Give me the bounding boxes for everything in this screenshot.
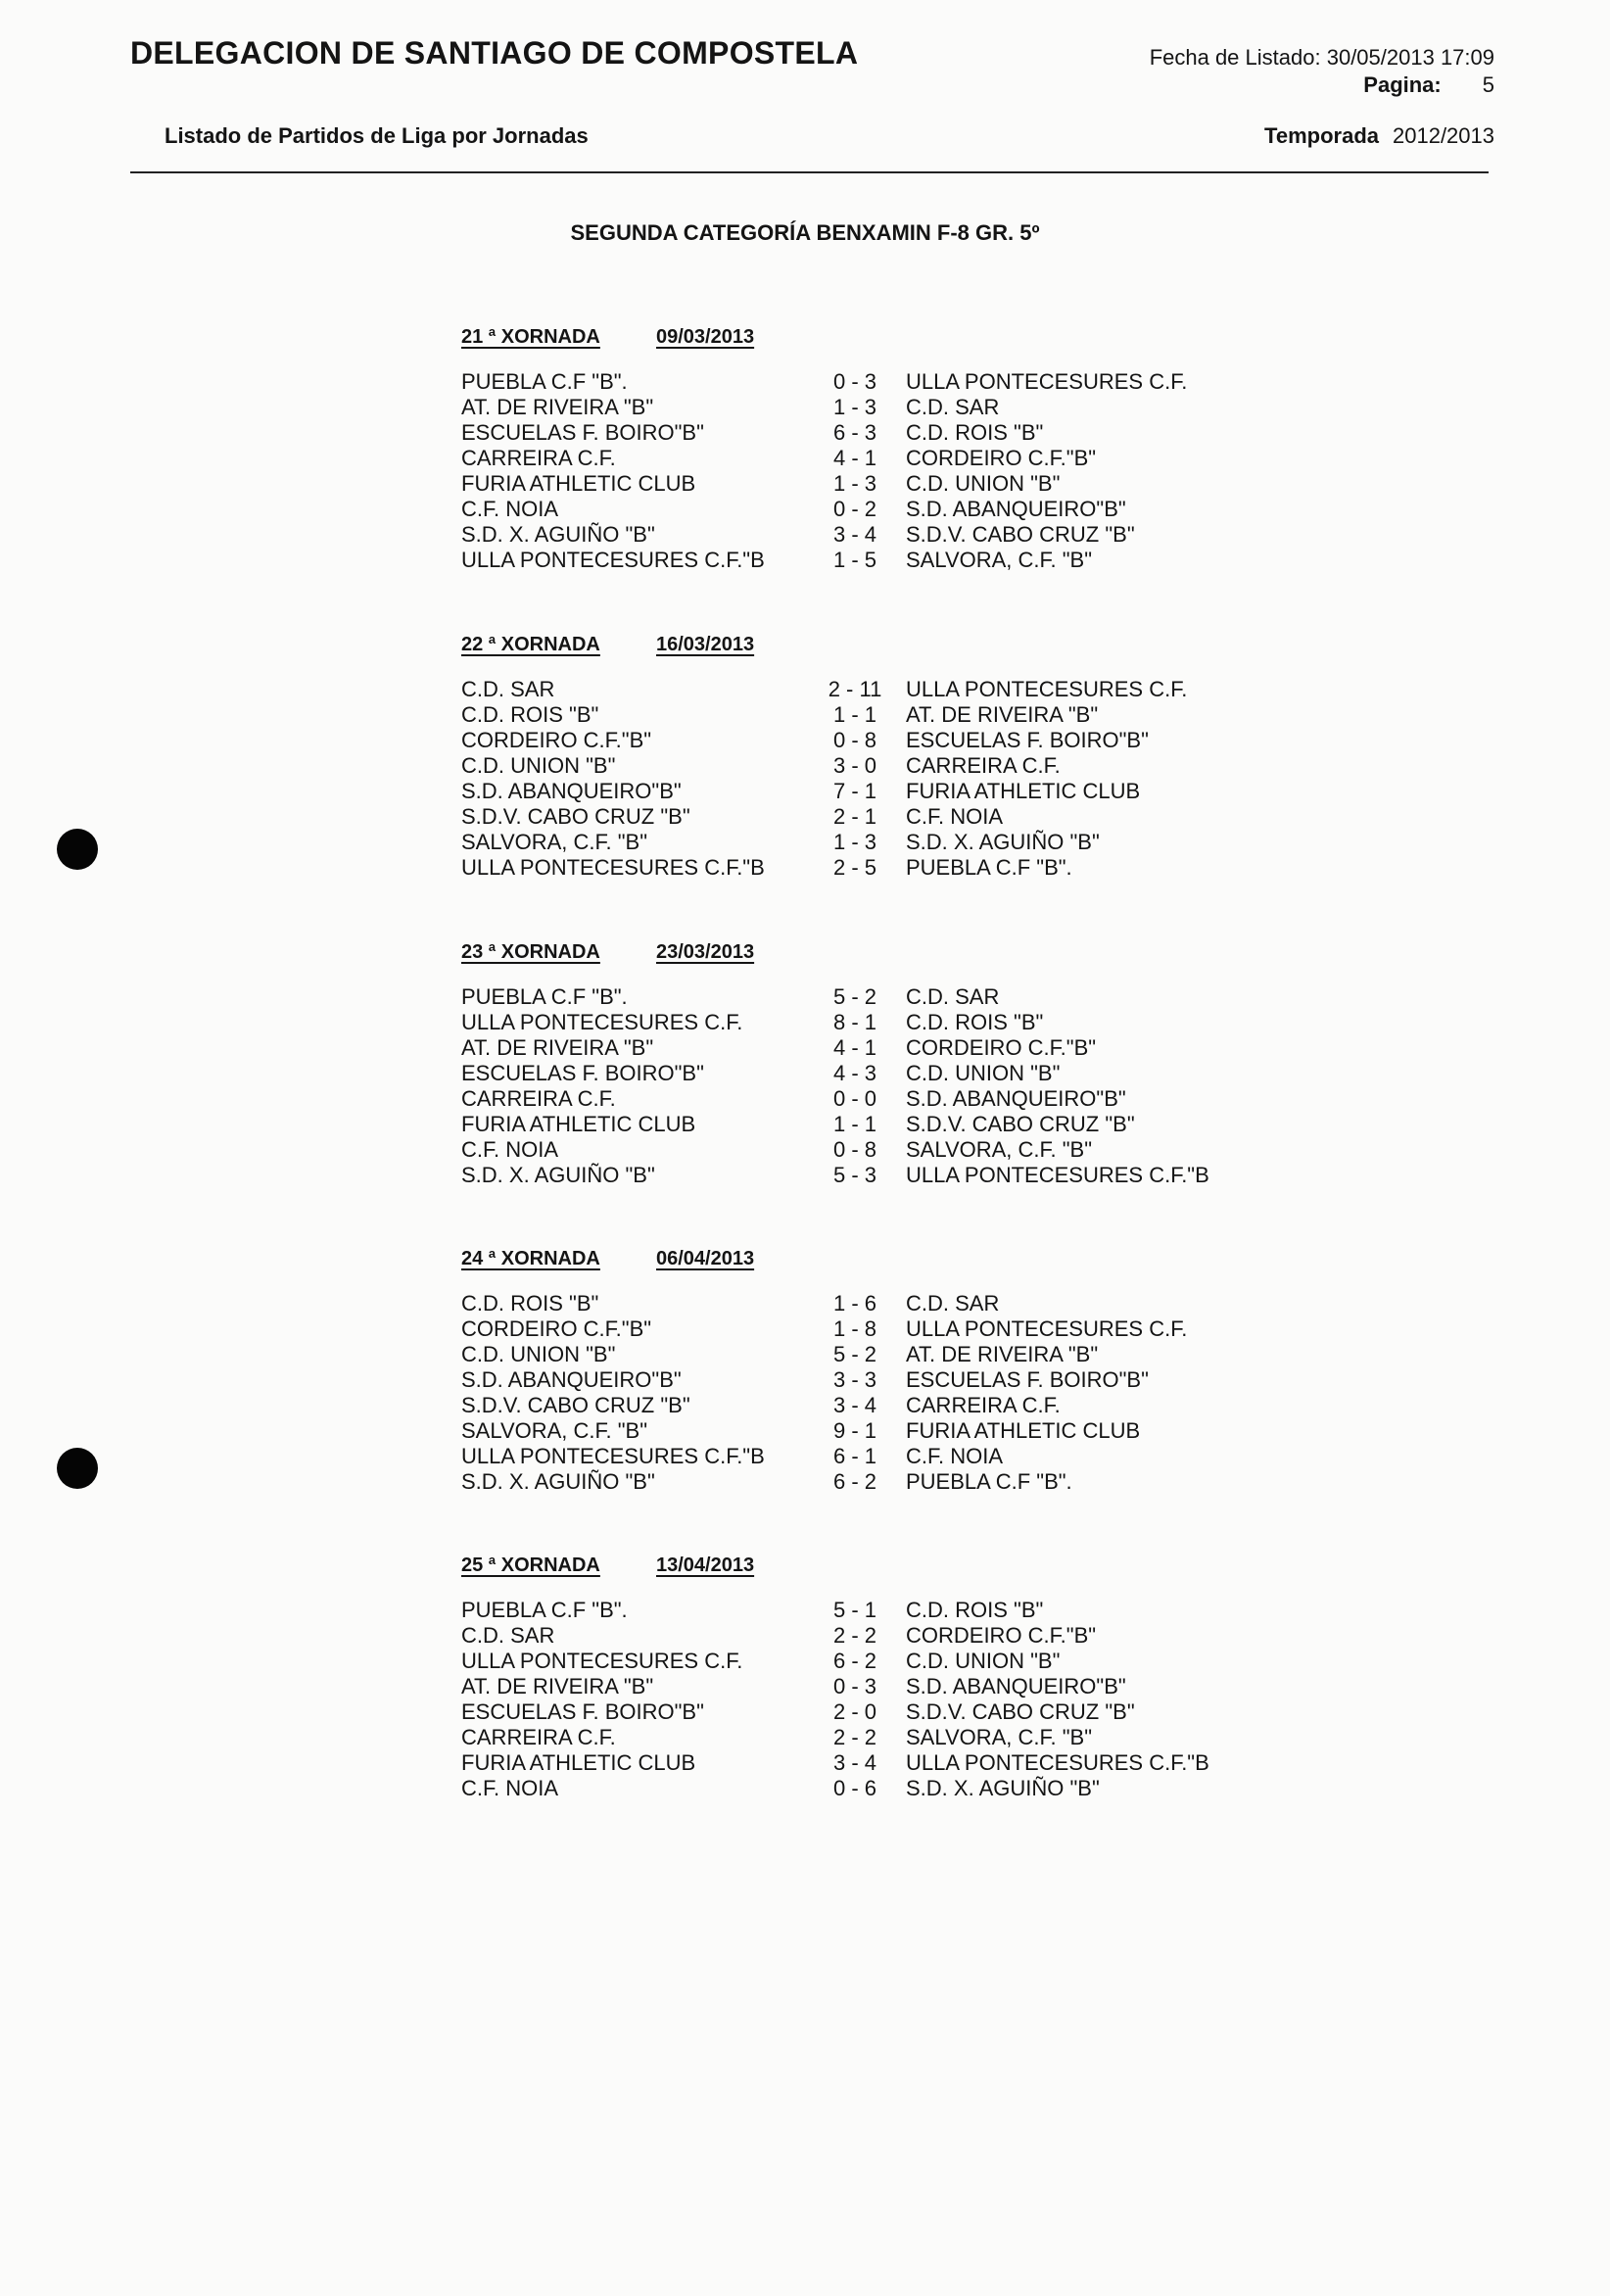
match-row: [459, 1674, 1262, 1699]
home-team: S.D. ABANQUEIRO"B": [461, 779, 682, 803]
away-team: ESCUELAS F. BOIRO"B": [906, 728, 1149, 752]
away-team: C.D. UNION "B": [906, 1061, 1061, 1085]
home-team: C.D. ROIS "B": [461, 1291, 599, 1315]
home-team: ESCUELAS F. BOIRO"B": [461, 1061, 704, 1085]
match-row: [459, 497, 1262, 522]
away-team: AT. DE RIVEIRA "B": [906, 1342, 1099, 1366]
match-score: 2 - 5: [832, 855, 877, 880]
match-score: 6 - 1: [832, 1444, 877, 1468]
match-score: 7 - 1: [832, 779, 877, 803]
away-team: ULLA PONTECESURES C.F.: [906, 369, 1188, 394]
listing-date: [1150, 45, 1494, 71]
match-score: 0 - 8: [832, 728, 877, 752]
match-score: 3 - 4: [832, 522, 877, 547]
away-team: ULLA PONTECESURES C.F.: [906, 1316, 1188, 1341]
listing-title: Listado de Partidos de Liga por Jornadas: [165, 123, 589, 148]
away-team: C.D. ROIS "B": [906, 1598, 1044, 1622]
away-team: S.D. X. AGUIÑO "B": [906, 1776, 1100, 1800]
round-date: 06/04/2013: [656, 1248, 755, 1269]
away-team: S.D.V. CABO CRUZ "B": [906, 522, 1135, 547]
away-team: SALVORA, C.F. "B": [906, 1725, 1093, 1749]
listing-date-label: Fecha de Listado:: [1149, 45, 1321, 70]
home-team: ULLA PONTECESURES C.F.: [461, 1649, 743, 1673]
match-row: [459, 1598, 1262, 1623]
match-score: 1 - 5: [832, 548, 877, 572]
match-score: 5 - 1: [832, 1598, 877, 1622]
away-team: CARREIRA C.F.: [906, 753, 1061, 778]
home-team: CARREIRA C.F.: [461, 1086, 616, 1111]
match-score: 0 - 6: [832, 1776, 877, 1800]
match-row: [459, 1393, 1262, 1418]
round-date: 23/03/2013: [656, 941, 755, 963]
match-row: [459, 753, 1262, 779]
home-team: CARREIRA C.F.: [461, 446, 616, 470]
away-team: CORDEIRO C.F."B": [906, 1035, 1097, 1060]
match-row: [459, 804, 1262, 830]
match-score: 1 - 3: [832, 471, 877, 496]
away-team: C.D. UNION "B": [906, 1649, 1061, 1673]
match-row: [459, 1035, 1262, 1061]
match-score: 8 - 1: [832, 1010, 877, 1034]
away-team: C.D. SAR: [906, 1291, 1000, 1315]
home-team: ESCUELAS F. BOIRO"B": [461, 420, 704, 445]
match-score: 5 - 2: [832, 984, 877, 1009]
match-row: [459, 395, 1262, 420]
home-team: S.D.V. CABO CRUZ "B": [461, 1393, 690, 1417]
match-row: [459, 1649, 1262, 1674]
home-team: C.D. UNION "B": [461, 753, 616, 778]
away-team: S.D. ABANQUEIRO"B": [906, 1674, 1126, 1698]
round-name: 25 ª XORNADA: [461, 1555, 600, 1576]
season: [1264, 123, 1494, 149]
match-score: 0 - 0: [832, 1086, 877, 1111]
match-row: [459, 1444, 1262, 1469]
match-list: [459, 1598, 1262, 1801]
home-team: SALVORA, C.F. "B": [461, 1418, 648, 1443]
away-team: CARREIRA C.F.: [906, 1393, 1061, 1417]
match-score: 0 - 8: [832, 1137, 877, 1162]
match-score: 6 - 2: [832, 1649, 877, 1673]
match-score: 2 - 1: [832, 804, 877, 829]
match-row: [459, 779, 1262, 804]
match-row: [459, 1061, 1262, 1086]
home-team: FURIA ATHLETIC CLUB: [461, 471, 696, 496]
home-team: PUEBLA C.F "B".: [461, 369, 628, 394]
season-label: Temporada: [1264, 123, 1379, 148]
round-name: 23 ª XORNADA: [461, 941, 600, 963]
match-score: 6 - 3: [832, 420, 877, 445]
match-row: [459, 830, 1262, 855]
match-score: 3 - 4: [832, 1750, 877, 1775]
match-row: [459, 1316, 1262, 1342]
home-team: C.D. SAR: [461, 677, 555, 701]
home-team: ESCUELAS F. BOIRO"B": [461, 1699, 704, 1724]
punch-hole: [57, 1448, 98, 1489]
match-row: [459, 369, 1262, 395]
away-team: SALVORA, C.F. "B": [906, 1137, 1093, 1162]
match-row: [459, 1342, 1262, 1367]
away-team: ULLA PONTECESURES C.F."B: [906, 1750, 1209, 1775]
home-team: S.D.V. CABO CRUZ "B": [461, 804, 690, 829]
header-divider: [130, 171, 1489, 173]
round-block: [459, 316, 1262, 573]
away-team: S.D.V. CABO CRUZ "B": [906, 1112, 1135, 1136]
match-row: [459, 702, 1262, 728]
away-team: CORDEIRO C.F."B": [906, 446, 1097, 470]
match-score: 0 - 2: [832, 497, 877, 521]
match-score: 5 - 3: [832, 1163, 877, 1187]
round-block: [459, 1545, 1262, 1801]
round-date: 16/03/2013: [656, 634, 755, 655]
home-team: C.F. NOIA: [461, 497, 559, 521]
away-team: SALVORA, C.F. "B": [906, 548, 1093, 572]
match-row: [459, 1776, 1262, 1801]
away-team: S.D. X. AGUIÑO "B": [906, 830, 1100, 854]
home-team: CORDEIRO C.F."B": [461, 728, 652, 752]
home-team: SALVORA, C.F. "B": [461, 830, 648, 854]
match-row: [459, 1163, 1262, 1188]
home-team: C.F. NOIA: [461, 1776, 559, 1800]
home-team: CARREIRA C.F.: [461, 1725, 616, 1749]
away-team: ESCUELAS F. BOIRO"B": [906, 1367, 1149, 1392]
match-score: 3 - 0: [832, 753, 877, 778]
away-team: C.F. NOIA: [906, 804, 1004, 829]
home-team: CORDEIRO C.F."B": [461, 1316, 652, 1341]
away-team: AT. DE RIVEIRA "B": [906, 702, 1099, 727]
match-row: [459, 1469, 1262, 1495]
home-team: C.D. SAR: [461, 1623, 555, 1648]
away-team: C.D. ROIS "B": [906, 420, 1044, 445]
away-team: C.D. SAR: [906, 984, 1000, 1009]
match-row: [459, 548, 1262, 573]
match-row: [459, 728, 1262, 753]
match-row: [459, 1137, 1262, 1163]
match-score: 4 - 1: [832, 1035, 877, 1060]
away-team: C.D. SAR: [906, 395, 1000, 419]
round-header: [459, 1545, 1262, 1584]
match-row: [459, 446, 1262, 471]
match-score: 2 - 0: [832, 1699, 877, 1724]
home-team: AT. DE RIVEIRA "B": [461, 395, 654, 419]
match-score: 1 - 3: [832, 395, 877, 419]
round-name: 21 ª XORNADA: [461, 326, 600, 348]
listing-date-value: 30/05/2013 17:09: [1326, 45, 1494, 70]
match-score: 2 - 11: [828, 677, 882, 701]
match-row: [459, 1725, 1262, 1750]
home-team: ULLA PONTECESURES C.F."B: [461, 855, 765, 880]
away-team: C.D. ROIS "B": [906, 1010, 1044, 1034]
match-score: 0 - 3: [832, 1674, 877, 1698]
match-list: [459, 984, 1262, 1188]
match-row: [459, 984, 1262, 1010]
match-score: 3 - 3: [832, 1367, 877, 1392]
match-list: [459, 677, 1262, 881]
home-team: C.D. ROIS "B": [461, 702, 599, 727]
away-team: FURIA ATHLETIC CLUB: [906, 1418, 1141, 1443]
home-team: ULLA PONTECESURES C.F."B: [461, 1444, 765, 1468]
home-team: AT. DE RIVEIRA "B": [461, 1035, 654, 1060]
home-team: ULLA PONTECESURES C.F."B: [461, 548, 765, 572]
round-header: [459, 624, 1262, 663]
match-score: 1 - 6: [832, 1291, 877, 1315]
round-header: [459, 932, 1262, 971]
home-team: PUEBLA C.F "B".: [461, 1598, 628, 1622]
home-team: S.D. X. AGUIÑO "B": [461, 1469, 655, 1494]
round-name: 22 ª XORNADA: [461, 634, 600, 655]
match-row: [459, 1086, 1262, 1112]
season-value: 2012/2013: [1393, 123, 1494, 148]
round-name: 24 ª XORNADA: [461, 1248, 600, 1269]
match-row: [459, 1623, 1262, 1649]
match-row: [459, 677, 1262, 702]
home-team: FURIA ATHLETIC CLUB: [461, 1750, 696, 1775]
away-team: S.D. ABANQUEIRO"B": [906, 497, 1126, 521]
match-score: 2 - 2: [832, 1725, 877, 1749]
away-team: PUEBLA C.F "B".: [906, 855, 1072, 880]
away-team: PUEBLA C.F "B".: [906, 1469, 1072, 1494]
round-block: [459, 932, 1262, 1188]
match-score: 2 - 2: [832, 1623, 877, 1648]
match-score: 5 - 2: [832, 1342, 877, 1366]
away-team: FURIA ATHLETIC CLUB: [906, 779, 1141, 803]
away-team: C.F. NOIA: [906, 1444, 1004, 1468]
category-title: SEGUNDA CATEGORÍA BENXAMIN F-8 GR. 5º: [570, 220, 1040, 245]
punch-hole: [57, 829, 98, 870]
home-team: S.D. X. AGUIÑO "B": [461, 522, 655, 547]
match-row: [459, 1291, 1262, 1316]
match-row: [459, 1750, 1262, 1776]
round-date: 09/03/2013: [656, 326, 755, 348]
match-list: [459, 369, 1262, 573]
away-team: CORDEIRO C.F."B": [906, 1623, 1097, 1648]
match-list: [459, 1291, 1262, 1495]
match-row: [459, 855, 1262, 881]
match-row: [459, 1699, 1262, 1725]
match-row: [459, 1112, 1262, 1137]
round-header: [459, 1238, 1262, 1277]
away-team: ULLA PONTECESURES C.F."B: [906, 1163, 1209, 1187]
match-score: 0 - 3: [832, 369, 877, 394]
match-score: 9 - 1: [832, 1418, 877, 1443]
home-team: FURIA ATHLETIC CLUB: [461, 1112, 696, 1136]
page-number-label: Pagina:: [1363, 72, 1442, 97]
home-team: ULLA PONTECESURES C.F.: [461, 1010, 743, 1034]
page-number: [1363, 72, 1494, 98]
round-block: [459, 624, 1262, 881]
away-team: S.D. ABANQUEIRO"B": [906, 1086, 1126, 1111]
away-team: S.D.V. CABO CRUZ "B": [906, 1699, 1135, 1724]
match-row: [459, 1367, 1262, 1393]
round-date: 13/04/2013: [656, 1555, 755, 1576]
home-team: PUEBLA C.F "B".: [461, 984, 628, 1009]
match-row: [459, 1010, 1262, 1035]
match-score: 1 - 8: [832, 1316, 877, 1341]
match-score: 4 - 1: [832, 446, 877, 470]
match-score: 1 - 3: [832, 830, 877, 854]
match-score: 3 - 4: [832, 1393, 877, 1417]
page-number-value: 5: [1482, 72, 1494, 97]
round-header: [459, 316, 1262, 356]
match-score: 4 - 3: [832, 1061, 877, 1085]
match-row: [459, 522, 1262, 548]
match-score: 1 - 1: [832, 1112, 877, 1136]
away-team: ULLA PONTECESURES C.F.: [906, 677, 1188, 701]
round-block: [459, 1238, 1262, 1495]
home-team: C.F. NOIA: [461, 1137, 559, 1162]
match-row: [459, 471, 1262, 497]
home-team: S.D. X. AGUIÑO "B": [461, 1163, 655, 1187]
organization-name: DELEGACION DE SANTIAGO DE COMPOSTELA: [130, 35, 859, 71]
match-score: 6 - 2: [832, 1469, 877, 1494]
match-row: [459, 1418, 1262, 1444]
home-team: C.D. UNION "B": [461, 1342, 616, 1366]
home-team: AT. DE RIVEIRA "B": [461, 1674, 654, 1698]
home-team: S.D. ABANQUEIRO"B": [461, 1367, 682, 1392]
match-score: 1 - 1: [832, 702, 877, 727]
match-row: [459, 420, 1262, 446]
away-team: C.D. UNION "B": [906, 471, 1061, 496]
